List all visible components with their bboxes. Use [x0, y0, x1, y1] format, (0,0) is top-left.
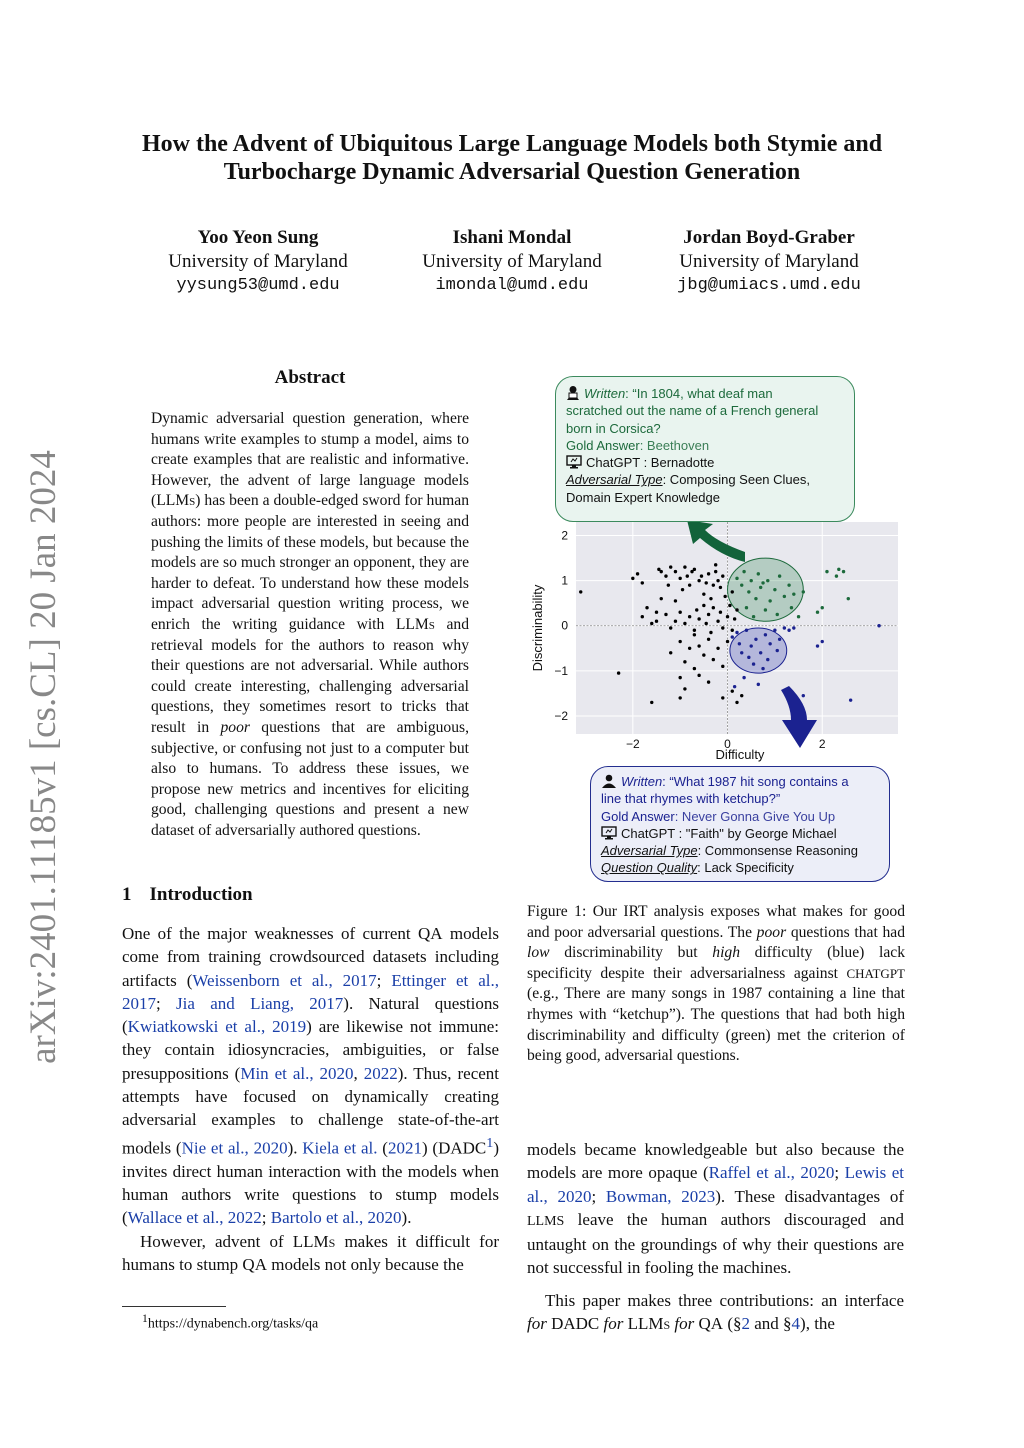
data-point-other — [674, 570, 677, 573]
figure-caption: Figure 1: Our IRT analysis exposes what makes for good and poor adversarial questions. The poor questions that had low discriminability but high difficulty (blue) lack specificity despite their adversarialness against CHATGPT (e.g., There are many songs in 1987 containing a line that rhymes with “ketchup”). The questions that had both high discriminability and difficulty (green) met the criterion of being good, adversarial questions. — [527, 903, 905, 1065]
data-point-other — [702, 592, 705, 595]
poor-question-callout — [590, 766, 890, 882]
data-point-other — [664, 574, 667, 577]
data-point-other — [721, 626, 724, 629]
data-point-other — [721, 696, 724, 699]
section-heading-introduction: 1 Introduction — [122, 884, 253, 905]
data-point-other — [686, 574, 689, 577]
data-point-good — [773, 588, 776, 591]
adversarial-type: Adversarial Type: Composing Seen Clues, — [566, 472, 810, 488]
data-point-other — [669, 651, 672, 654]
data-point-other — [714, 570, 717, 573]
citation-link[interactable]: Jia and Liang, 2017 — [176, 993, 344, 1013]
data-point-good — [735, 577, 738, 580]
data-point-other — [726, 615, 729, 618]
data-point-other — [716, 647, 719, 650]
data-point-poor — [759, 651, 762, 654]
data-point-other — [735, 608, 738, 611]
author-affiliation: University of Maryland — [168, 251, 348, 272]
data-point-poor — [740, 651, 743, 654]
data-point-poor — [733, 685, 736, 688]
citation-link[interactable]: Weissenborn et al., 2017 — [192, 970, 377, 990]
data-point-poor — [776, 649, 779, 652]
written-question-cont: line that rhymes with ketchup?” — [601, 791, 781, 807]
chatgpt-answer: ChatGPT : Bernadotte — [566, 454, 844, 471]
data-point-good — [790, 606, 793, 609]
data-point-poor — [742, 676, 745, 679]
data-point-other — [641, 581, 644, 584]
data-point-other — [707, 613, 710, 616]
data-point-poor — [792, 626, 795, 629]
data-point-other — [579, 590, 582, 593]
data-point-other — [702, 604, 705, 607]
data-point-other — [641, 615, 644, 618]
y-axis-label: Discriminability — [530, 584, 545, 672]
author-name: Yoo Yeon Sung — [197, 227, 319, 248]
author-name: Jordan Boyd-Graber — [683, 227, 855, 248]
footnote: $^1$https://dynabench.org/tasks/qa — [142, 1312, 319, 1332]
citation-link[interactable]: Kiela et al. — [302, 1138, 378, 1158]
data-point-other — [695, 608, 698, 611]
gold-answer: Gold Answer: Never Gonna Give You Up — [601, 808, 836, 824]
data-point-other — [693, 568, 696, 571]
data-point-other — [709, 597, 712, 600]
data-point-other — [697, 644, 700, 647]
data-point-other — [702, 653, 705, 656]
written-question-cont: born in Corsica? — [566, 420, 661, 436]
data-point-good — [766, 579, 769, 582]
citation-link[interactable]: Min et al., 2020 — [240, 1063, 354, 1083]
data-point-other — [669, 565, 672, 568]
data-point-poor — [778, 638, 781, 641]
introduction-text — [122, 922, 499, 1276]
irt-scatter-plot — [527, 522, 905, 766]
written-question-cont: scratched out the name of a French general — [566, 403, 819, 419]
data-point-other — [683, 565, 686, 568]
data-point-other — [678, 611, 681, 614]
title-line-1: How the Advent of Ubiquitous Large Language Models both Stymie and — [141, 131, 883, 157]
data-point-poor — [783, 626, 786, 629]
citation-link[interactable]: Raffel et al., 2020 — [708, 1163, 835, 1183]
data-point-poor — [731, 635, 734, 638]
author-3 — [649, 226, 889, 298]
data-point-good — [740, 583, 743, 586]
body-text-right — [527, 1138, 904, 1335]
data-point-other — [683, 687, 686, 690]
person-icon — [601, 774, 617, 788]
data-point-good — [792, 592, 795, 595]
data-point-other — [723, 595, 726, 598]
data-point-other — [674, 599, 677, 602]
data-point-other — [674, 620, 677, 623]
data-point-other — [709, 631, 712, 634]
data-point-good — [747, 590, 750, 593]
written-question: Written: “What 1987 hit song contains a — [601, 773, 879, 790]
section-link[interactable]: 2 — [741, 1314, 750, 1334]
author-email[interactable]: imondal@umd.edu — [435, 276, 589, 295]
gold-answer: Gold Answer: Beethoven — [566, 437, 710, 453]
data-point-poor — [877, 624, 880, 627]
chatgpt-answer: ChatGPT : "Faith" by George Michael — [601, 825, 879, 842]
data-point-other — [650, 701, 653, 704]
citation-link[interactable]: Kwiatkowski et al., 2019 — [127, 1017, 307, 1037]
data-point-poor — [738, 642, 741, 645]
data-point-other — [716, 579, 719, 582]
paragraph: models became knowledgeable but also because the models are more opaque (Raffel et al., 2020; Lewis et al., 2020; Bowman, 2023). These disadvantages of LLMS leave the human authors discouraged and untaught on the groundings of why their questions are not successful in fooling the machines. — [527, 1140, 904, 1278]
data-point-other — [669, 626, 672, 629]
data-point-good — [759, 586, 762, 589]
data-point-other — [705, 581, 708, 584]
data-point-other — [721, 574, 724, 577]
data-point-good — [752, 615, 755, 618]
data-point-poor — [761, 667, 764, 670]
citation-link[interactable]: Bowman, 2023 — [605, 1186, 716, 1206]
data-point-other — [731, 590, 734, 593]
computer-icon — [601, 826, 617, 840]
citation-link[interactable]: Bartolo et al., 2020 — [270, 1208, 402, 1228]
data-point-other — [705, 622, 708, 625]
data-point-good — [797, 615, 800, 618]
data-point-other — [716, 620, 719, 623]
data-point-other — [714, 563, 717, 566]
citation-link[interactable]: 2022 — [363, 1063, 398, 1083]
data-point-good — [821, 606, 824, 609]
paragraph: This paper makes three contributions: an interface for DADC for LLMs for QA (§2 and §4), the — [527, 1290, 904, 1334]
paper-title — [100, 130, 924, 186]
data-point-poor — [735, 631, 738, 634]
data-point-poor — [750, 644, 753, 647]
y-tick-label: −2 — [554, 708, 568, 723]
data-point-other — [719, 586, 722, 589]
data-point-other — [740, 694, 743, 697]
citation-link[interactable]: Nie et al., 2020 — [181, 1138, 288, 1158]
abstract-heading: Abstract — [274, 367, 346, 388]
footnote-link[interactable]: 1 — [486, 1134, 494, 1151]
data-point-good — [837, 568, 840, 571]
question-quality: Question Quality: Lack Specificity — [601, 860, 794, 876]
data-point-poor — [752, 662, 755, 665]
data-point-other — [631, 577, 634, 580]
y-tick-label: 1 — [561, 573, 568, 588]
author-1 — [138, 226, 378, 298]
data-point-other — [712, 658, 715, 661]
data-point-other — [688, 615, 691, 618]
data-point-other — [728, 604, 731, 607]
data-point-other — [697, 579, 700, 582]
data-point-good — [847, 597, 850, 600]
data-point-poor — [802, 694, 805, 697]
author-name: Ishani Mondal — [452, 227, 572, 248]
data-point-poor — [764, 633, 767, 636]
author-email[interactable]: jbg@umiacs.umd.edu — [677, 276, 861, 295]
data-point-good — [802, 590, 805, 593]
data-point-other — [660, 570, 663, 573]
data-point-other — [617, 671, 620, 674]
data-point-poor — [757, 683, 760, 686]
data-point-other — [636, 572, 639, 575]
adversarial-type: Adversarial Type: Commonsense Reasoning — [601, 843, 858, 859]
data-point-other — [731, 629, 734, 632]
citation-link[interactable]: 2021 — [387, 1138, 422, 1158]
data-point-good — [757, 572, 760, 575]
data-point-other — [678, 696, 681, 699]
paragraph: However, advent of LLMs makes it difficult for humans to stump QA models not only because the — [122, 1231, 499, 1274]
data-point-good — [787, 583, 790, 586]
data-point-other — [719, 611, 722, 614]
data-point-other — [683, 622, 686, 625]
data-point-good — [745, 606, 748, 609]
x-tick-label: −2 — [625, 737, 640, 751]
data-point-good — [783, 595, 786, 598]
data-point-good — [764, 608, 767, 611]
x-tick-label: 2 — [818, 737, 826, 751]
data-point-other — [726, 640, 729, 643]
data-point-poor — [787, 629, 790, 632]
data-point-other — [693, 667, 696, 670]
data-point-good — [754, 597, 757, 600]
data-point-other — [693, 633, 696, 636]
data-point-good — [750, 579, 753, 582]
data-point-poor — [816, 644, 819, 647]
data-point-poor — [745, 629, 748, 632]
x-axis-label: Difficulty — [715, 747, 765, 762]
y-tick-label: 0 — [561, 618, 568, 633]
data-point-other — [645, 606, 648, 609]
data-point-other — [660, 597, 663, 600]
footnote-rule — [122, 1306, 226, 1307]
data-point-other — [667, 583, 670, 586]
data-point-poor — [766, 658, 769, 661]
data-point-other — [678, 577, 681, 580]
data-point-other — [650, 622, 653, 625]
data-point-good — [778, 574, 781, 577]
author-icon — [566, 385, 580, 400]
data-point-good — [842, 570, 845, 573]
data-point-other — [688, 647, 691, 650]
data-point-other — [712, 583, 715, 586]
adversarial-type-cont: Domain Expert Knowledge — [566, 489, 720, 505]
y-tick-label: −1 — [554, 663, 568, 678]
data-point-poor — [747, 656, 750, 659]
data-point-other — [697, 674, 700, 677]
data-point-other — [707, 680, 710, 683]
author-2 — [392, 226, 632, 298]
computer-icon — [566, 455, 582, 469]
data-point-other — [721, 665, 724, 668]
data-point-good — [761, 581, 764, 584]
citation-link[interactable]: Wallace et al., 2022 — [127, 1208, 262, 1228]
data-point-poor — [768, 642, 771, 645]
data-point-other — [678, 640, 681, 643]
written-question: Written: “In 1804, what deaf man — [566, 385, 844, 402]
y-tick-label: 2 — [561, 528, 568, 543]
data-point-other — [712, 606, 715, 609]
figure-1 — [527, 374, 905, 886]
citation-link[interactable]: Ettinger et al., 2017 — [122, 970, 499, 1013]
data-point-other — [735, 701, 738, 704]
data-point-other — [700, 574, 703, 577]
data-point-good — [816, 611, 819, 614]
data-point-other — [707, 572, 710, 575]
data-point-good — [768, 599, 771, 602]
section-link[interactable]: 4 — [791, 1314, 801, 1334]
data-point-poor — [754, 638, 757, 641]
data-point-poor — [773, 629, 776, 632]
data-point-good — [825, 570, 828, 573]
data-point-poor — [849, 698, 852, 701]
author-affiliation: University of Maryland — [422, 251, 602, 272]
data-point-other — [683, 660, 686, 663]
data-point-other — [731, 689, 734, 692]
title-line-2: Turbocharge Dynamic Adversarial Question Generation — [223, 159, 801, 185]
paragraph: One of the major weaknesses of current QA models come from training crowdsourced datasets including artifacts (Weissenborn et al., 2017; Ettinger et al., 2017; Jia and Liang, 2017). Natural questions (Kwiatkowski et al., 2019) are likewise not immune: they contain idiosyncracies, ambiguities, or false presuppositions (Min et al., 2020, 2022). Thus, recent attempts have focused on dynamically creating adversarial examples to challenge state-of-the-art models (Nie et al., 2020). Kiela et al. (2021) (DADC$^1$) invites direct human interaction with the models when human authors write questions to stump models (Wallace et al., 2022; Bartolo et al., 2020). — [122, 924, 500, 1228]
data-point-other — [693, 629, 696, 632]
data-point-other — [697, 617, 700, 620]
author-email[interactable]: yysung53@umd.edu — [176, 276, 340, 295]
x-tick-label: 0 — [724, 737, 731, 751]
citation-link[interactable]: Lewis et al., 2020 — [527, 1163, 904, 1206]
arxiv-identifier: arXiv:2401.11185v1 [cs.CL] 20 Jan 2024 — [23, 450, 64, 1064]
data-point-other — [688, 583, 691, 586]
data-point-good — [776, 613, 779, 616]
data-point-other — [655, 611, 658, 614]
good-question-callout — [555, 376, 855, 522]
data-point-other — [681, 588, 684, 591]
good-question-ellipse — [728, 558, 804, 621]
data-point-other — [655, 620, 658, 623]
data-point-good — [742, 570, 745, 573]
author-affiliation: University of Maryland — [679, 251, 859, 272]
data-point-other — [707, 638, 710, 641]
data-point-other — [664, 613, 667, 616]
abstract-body: Dynamic adversarial question generation, where humans write examples to stump a model, aims to create examples that are realistic and informative. However, the advent of large language models (LLMs) has been a double-edged sword for human authors: more people are interested in seeing and pushing the limits of these models, but because the models are so much stronger an opponent, they are harder to defeat. To understand how these models impact adversarial question writing process, we enrich the writing guidance with LLMs and retrieval models for the authors to reason why their questions are not adversarial. While authors could create interesting, challenging adversarial questions, they sometimes resort to tricks that result in poor questions that are ambiguous, subjective, or confusing not just to a computer but also to humans. To address these issues, we propose new metrics and incentives for eliciting good, challenging questions and present a new dataset of adversarially authored questions. — [151, 410, 469, 839]
data-point-good — [835, 574, 838, 577]
data-point-other — [733, 617, 736, 620]
data-point-other — [678, 676, 681, 679]
data-point-poor — [821, 640, 824, 643]
